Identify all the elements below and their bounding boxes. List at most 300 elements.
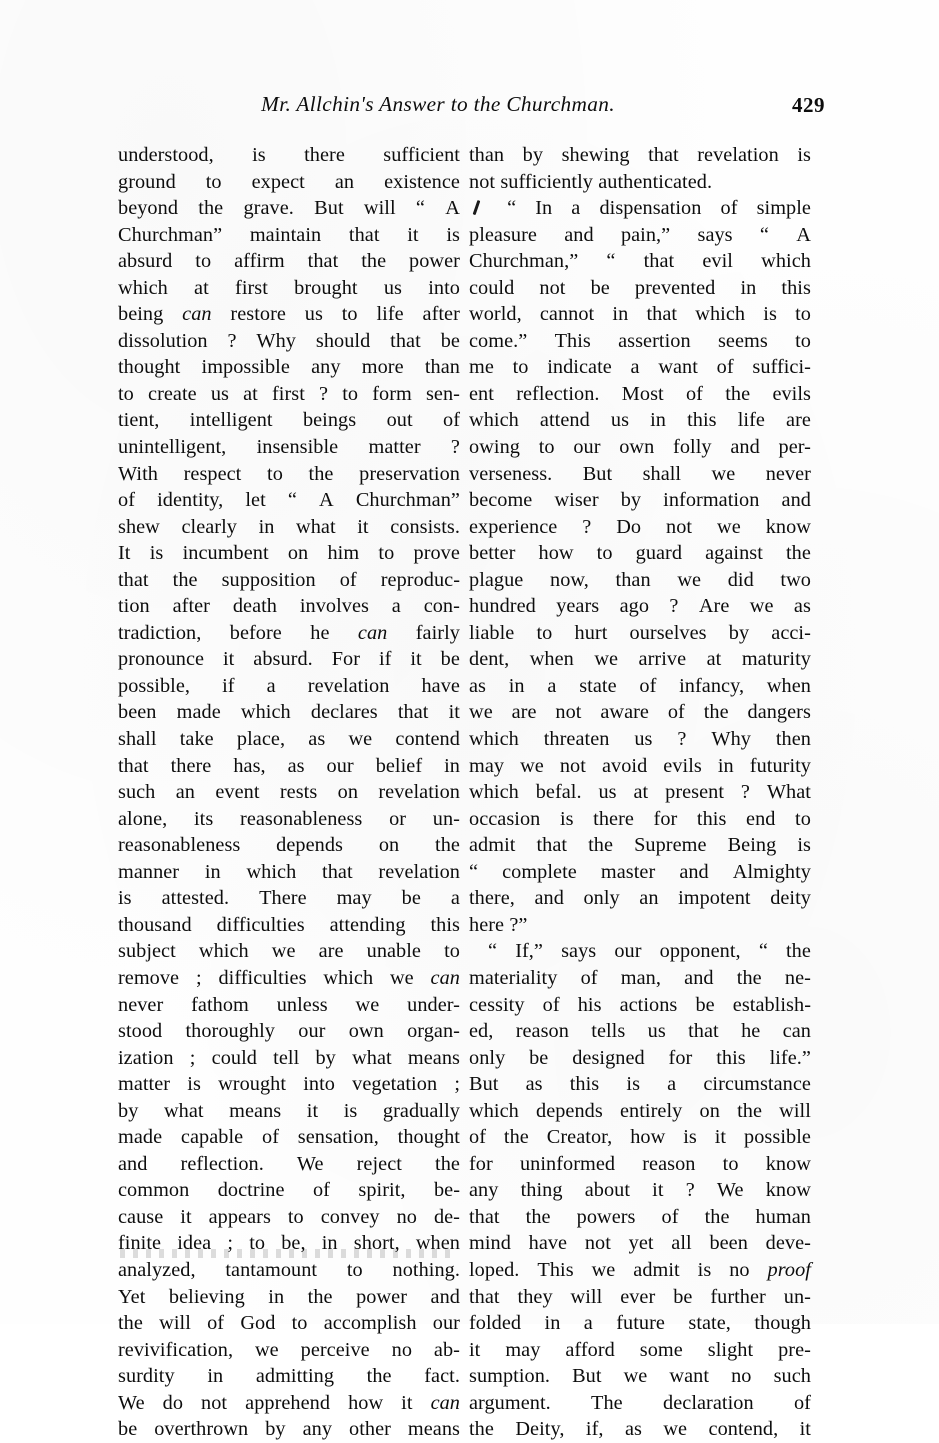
running-head: [118, 92, 825, 126]
text-line: [469, 1230, 811, 1257]
word: be: [590, 276, 610, 299]
word: not: [555, 701, 582, 724]
word: life: [376, 303, 404, 326]
word: to: [342, 382, 359, 405]
word: want: [669, 1365, 710, 1388]
word: ;: [195, 966, 202, 989]
word: any: [302, 1418, 333, 1441]
word: is: [118, 887, 132, 910]
word: designed: [572, 1046, 645, 1069]
word: fact.: [424, 1365, 460, 1388]
word: unable: [366, 940, 421, 963]
word: plague: [469, 568, 524, 591]
word: into: [428, 276, 460, 299]
word: Most: [621, 382, 664, 405]
word: us: [383, 276, 402, 299]
text-line: [118, 753, 460, 780]
word: which: [761, 250, 811, 273]
word: after: [422, 303, 460, 326]
word: “: [469, 860, 479, 883]
text-line: [118, 885, 460, 912]
word: admit: [469, 834, 516, 857]
word: of: [639, 674, 657, 697]
word: though: [754, 1312, 811, 1335]
word: evil: [702, 250, 733, 273]
word: two: [780, 568, 811, 591]
word: Churchman”: [118, 223, 223, 246]
word: did: [727, 568, 754, 591]
word: argument.: [469, 1391, 551, 1414]
word: in: [508, 674, 525, 697]
word: thing: [520, 1179, 563, 1202]
word: ?: [450, 436, 460, 459]
word: state: [579, 674, 617, 697]
word: ?”: [509, 913, 528, 936]
text-line: [469, 1018, 811, 1045]
word: will: [779, 1099, 811, 1122]
word: ;: [454, 1073, 460, 1096]
word: dispensation: [599, 197, 702, 220]
word: than: [469, 144, 505, 166]
word: are: [786, 409, 811, 432]
word: liable: [469, 621, 515, 644]
text-line: [118, 195, 460, 222]
word: hurt: [574, 621, 608, 644]
word: The: [591, 1391, 623, 1414]
word: and: [564, 223, 594, 246]
word: on: [337, 781, 359, 804]
word: assertion: [618, 329, 691, 352]
word: yet: [628, 1232, 654, 1255]
word: at: [706, 648, 722, 671]
word: thousand: [118, 913, 192, 936]
text-line: [469, 142, 811, 169]
word: a: [667, 1073, 677, 1096]
word: means: [229, 1099, 282, 1122]
word: which: [469, 728, 519, 751]
word: is: [683, 1126, 697, 1149]
word: maturity: [741, 648, 811, 671]
word: by: [118, 1099, 139, 1122]
word: fairly: [415, 621, 460, 644]
word: to: [536, 621, 553, 644]
word: him: [327, 542, 360, 565]
text-line: [469, 248, 811, 275]
word: there: [304, 144, 345, 166]
word: powers: [576, 1205, 636, 1228]
word: that: [118, 754, 149, 777]
word: we: [389, 966, 414, 989]
word: our: [298, 1020, 326, 1043]
word: the: [308, 462, 334, 485]
text-line: [118, 912, 460, 939]
word: in: [321, 1232, 338, 1255]
word: admit: [633, 1258, 680, 1281]
word: deity: [770, 887, 811, 910]
word: Creator,: [546, 1126, 613, 1149]
word: we: [355, 993, 380, 1016]
word: human: [755, 1205, 811, 1228]
text-line: [469, 301, 811, 328]
word: may: [505, 1338, 541, 1361]
word: ;: [227, 1232, 234, 1255]
word: folded: [469, 1312, 522, 1335]
word: any: [469, 1179, 499, 1202]
word: finite: [118, 1232, 162, 1255]
word: With: [118, 462, 158, 485]
word: thought: [118, 356, 181, 379]
word: restore: [230, 303, 286, 326]
word: of: [685, 382, 703, 405]
word: the: [435, 1152, 460, 1175]
word: capable: [180, 1126, 244, 1149]
word: be-: [433, 1179, 460, 1202]
word: any: [311, 356, 341, 379]
word: it: [357, 515, 369, 538]
word: be: [673, 1285, 693, 1308]
word: we: [711, 462, 736, 485]
word: into: [303, 1073, 335, 1096]
text-line: [469, 593, 811, 620]
word: “: [606, 250, 616, 273]
word: which: [198, 940, 249, 963]
word: the: [118, 1312, 143, 1335]
word: beyond: [118, 197, 179, 220]
word: admitting: [255, 1365, 335, 1388]
word: this: [696, 807, 727, 830]
word: is: [626, 1073, 641, 1096]
word: take: [179, 728, 214, 751]
text-line: [118, 1310, 460, 1337]
word: possible: [744, 1126, 811, 1149]
word: there,: [469, 887, 515, 910]
word: can: [430, 966, 460, 989]
word: the: [198, 197, 224, 220]
word: to: [444, 940, 460, 963]
word: of: [542, 993, 560, 1016]
word: in: [717, 754, 734, 777]
text-line: [118, 514, 460, 541]
text-line: [469, 1390, 811, 1417]
word: We: [118, 1391, 145, 1414]
word: to: [795, 303, 811, 326]
word: the: [736, 966, 762, 989]
word: never: [765, 462, 811, 485]
word: that: [348, 223, 380, 246]
word: slight: [707, 1338, 754, 1361]
word: tion: [118, 595, 150, 618]
word: it: [410, 648, 422, 671]
word: life.”: [769, 1046, 811, 1069]
word: not: [469, 170, 496, 193]
word: a: [571, 197, 581, 220]
word: existence: [384, 170, 460, 193]
word: as: [525, 1073, 543, 1096]
word: years: [556, 595, 600, 618]
word: world,: [469, 303, 522, 326]
text-line: [118, 593, 460, 620]
word: us: [304, 303, 323, 326]
word: tradiction,: [118, 621, 202, 644]
word: infancy,: [679, 674, 745, 697]
text-column-left: [118, 142, 460, 1443]
word: shewing: [561, 144, 630, 166]
word: evils: [772, 382, 811, 405]
word: difficulties: [218, 966, 307, 989]
word: uninformed: [519, 1152, 616, 1175]
word: which: [323, 966, 374, 989]
word: and: [118, 1152, 148, 1175]
word: matter: [368, 436, 421, 459]
word: Do: [616, 515, 642, 538]
word: pre-: [778, 1338, 811, 1361]
word: in: [544, 1312, 561, 1335]
word: is: [697, 1258, 712, 1281]
text-line: [118, 832, 460, 859]
word: that: [688, 1020, 719, 1043]
word: our: [614, 940, 642, 963]
text-line: [469, 779, 811, 806]
word: can: [782, 1020, 811, 1043]
word: form: [372, 382, 412, 405]
word: “: [415, 197, 425, 220]
word: says: [697, 223, 733, 246]
word: he: [310, 621, 330, 644]
word: will: [570, 1285, 603, 1308]
word: overthrown: [154, 1418, 249, 1441]
word: incumbent: [182, 542, 269, 565]
word: know: [765, 515, 811, 538]
word: a: [391, 595, 401, 618]
word: us: [634, 728, 653, 751]
word: identity,: [157, 489, 224, 512]
word: reason: [515, 1020, 569, 1043]
word: further: [710, 1285, 766, 1308]
word: can: [357, 621, 388, 644]
word: we: [594, 648, 619, 671]
text-line: [469, 328, 811, 355]
text-line: [469, 726, 811, 753]
word: be: [695, 993, 715, 1016]
word: wiser: [554, 489, 599, 512]
word: own: [619, 436, 655, 459]
word: create: [148, 382, 197, 405]
word: we: [749, 595, 774, 618]
word: to: [346, 1258, 363, 1281]
word: such: [118, 781, 156, 804]
word: the: [588, 834, 614, 857]
word: in: [268, 1285, 285, 1308]
word: that: [469, 1205, 500, 1228]
word: let: [245, 489, 266, 512]
word: is: [149, 542, 164, 565]
word: present: [665, 781, 725, 804]
word: man,: [620, 966, 661, 989]
word: here: [469, 913, 505, 936]
word: by: [265, 1418, 286, 1441]
word: de-: [433, 1205, 460, 1228]
word: have: [528, 1232, 568, 1255]
word: absurd: [118, 250, 173, 273]
word: now,: [550, 568, 589, 591]
text-line: [469, 381, 811, 408]
word: we: [591, 1258, 616, 1281]
word: know: [765, 1179, 811, 1202]
word: a: [450, 887, 460, 910]
word: power: [409, 250, 460, 273]
word: be: [440, 329, 460, 352]
text-line: [118, 1177, 460, 1204]
text-line: [469, 1416, 811, 1443]
text-line: [469, 222, 811, 249]
word: Yet: [118, 1285, 146, 1308]
word: on: [287, 542, 309, 565]
text-line: [469, 540, 811, 567]
word: it: [306, 1099, 319, 1122]
word: clearly: [181, 515, 237, 538]
word: befal.: [535, 781, 582, 804]
text-line: [118, 567, 460, 594]
word: This: [537, 1258, 574, 1281]
word: insensible: [256, 436, 339, 459]
word: by: [315, 1046, 336, 1069]
text-column-right: [469, 142, 811, 1443]
word: maintain: [249, 223, 322, 246]
text-line: [469, 1098, 811, 1125]
word: us: [610, 409, 630, 432]
word: of: [667, 701, 685, 724]
word: when: [415, 1232, 460, 1255]
word: reflection.: [180, 1152, 264, 1175]
word: if: [378, 648, 392, 671]
word: the: [435, 834, 460, 857]
word: is: [763, 303, 777, 326]
text-line: [469, 1284, 811, 1311]
word: of: [469, 1126, 486, 1149]
word: of: [443, 409, 460, 432]
text-line: [469, 1204, 811, 1231]
text-line: [118, 1284, 460, 1311]
text-line: [118, 726, 460, 753]
word: per-: [778, 436, 811, 459]
word: by: [728, 621, 750, 644]
word: this: [687, 409, 717, 432]
word: own: [348, 1020, 384, 1043]
word: in: [204, 860, 221, 883]
word: prove: [413, 542, 460, 565]
word: by: [620, 489, 642, 512]
word: is: [797, 144, 811, 166]
word: manner: [118, 860, 180, 883]
word: and: [534, 887, 564, 910]
text-line: [118, 673, 460, 700]
word: possible,: [118, 674, 190, 697]
word: consists.: [390, 515, 460, 538]
word: But: [582, 462, 613, 485]
word: the: [704, 1205, 730, 1228]
word: ?: [740, 781, 750, 804]
word: ever: [620, 1285, 656, 1308]
word: short,: [353, 1232, 400, 1255]
word: unless: [276, 993, 328, 1016]
text-line: [469, 1257, 811, 1284]
word: the: [469, 1418, 494, 1441]
word: as: [287, 754, 305, 777]
word: we: [348, 728, 373, 751]
text-line: [469, 434, 811, 461]
word: revelation: [307, 674, 390, 697]
word: be: [401, 887, 421, 910]
word: Why: [256, 329, 296, 352]
word: if: [222, 674, 235, 697]
word: a: [266, 674, 276, 697]
text-line: [469, 1177, 811, 1204]
word: A: [319, 489, 334, 512]
word: what: [163, 1099, 204, 1122]
word: not: [584, 1232, 611, 1255]
word: that: [322, 860, 353, 883]
word: alone,: [118, 807, 168, 830]
word: the: [366, 1365, 392, 1388]
word: have: [421, 674, 460, 697]
text-line: [469, 1124, 811, 1151]
word: become: [469, 489, 533, 512]
word: it: [401, 1391, 413, 1414]
word: ?: [685, 1179, 695, 1202]
word: by: [522, 144, 544, 166]
word: suffici-: [752, 356, 811, 379]
word: reason: [642, 1152, 696, 1175]
word: means: [407, 1418, 460, 1441]
word: or: [389, 807, 407, 830]
text-line: [118, 434, 460, 461]
word: as: [624, 1418, 642, 1441]
word: seems: [717, 329, 768, 352]
word: some: [639, 1338, 683, 1361]
text-line: [118, 487, 460, 514]
word: ed,: [469, 1020, 494, 1043]
word: been: [118, 701, 157, 724]
word: ground: [118, 170, 176, 193]
word: grave.: [243, 197, 294, 220]
word: to: [205, 170, 222, 193]
word: accomplish: [323, 1312, 417, 1335]
text-line: [118, 779, 460, 806]
word: never: [118, 993, 164, 1016]
word: preservation: [359, 462, 460, 485]
word: Almighty: [732, 860, 811, 883]
word: a: [630, 356, 640, 379]
text-line: [469, 965, 811, 992]
text-line: [118, 806, 460, 833]
bleed-through-artifact: [120, 1249, 456, 1258]
word: an: [639, 887, 659, 910]
text-line: [118, 1257, 460, 1284]
word: sensation,: [297, 1126, 379, 1149]
word: it: [799, 1418, 811, 1441]
page-number: 429: [792, 93, 825, 117]
word: about: [584, 1179, 631, 1202]
word: cannot: [539, 303, 595, 326]
word: me: [469, 356, 494, 379]
word: pleasure: [469, 223, 537, 246]
word: In: [535, 197, 553, 220]
word: to: [118, 382, 134, 405]
word: sumption.: [469, 1365, 551, 1388]
word: But: [572, 1365, 602, 1388]
text-line: [118, 1337, 460, 1364]
word: which: [240, 701, 291, 724]
